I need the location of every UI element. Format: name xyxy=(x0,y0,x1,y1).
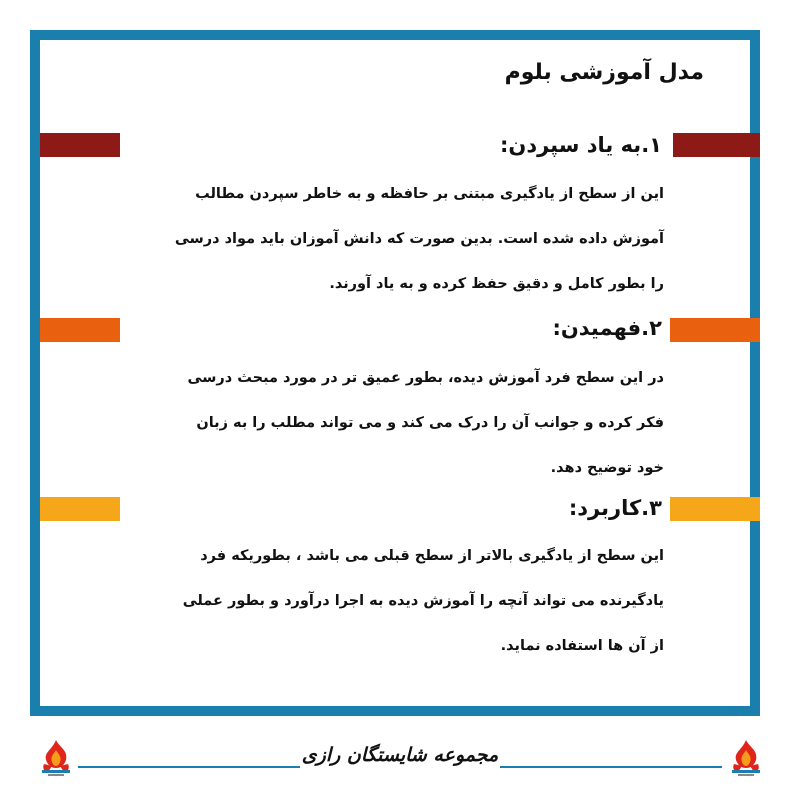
section-1-line: آموزش داده شده است. بدین صورت که دانش آموزان باید مواد درسی xyxy=(174,231,664,247)
section-1-line: را بطور کامل و دقیق حفظ کرده و به یاد آورند. xyxy=(329,276,664,292)
flame-logo-icon xyxy=(38,738,74,778)
flame-logo-icon xyxy=(728,738,764,778)
section-3-heading: ۳.کاربرد: xyxy=(568,496,662,520)
section-2-line: در این سطح فرد آموزش دیده، بطور عمیق تر در مورد مبحث درسی xyxy=(187,370,664,386)
section-1-left-bar xyxy=(40,133,120,157)
section-3-left-bar xyxy=(40,497,120,521)
section-3-line: این سطح از یادگیری بالاتر از سطح قبلی می باشد ، بطوریکه فرد xyxy=(200,548,664,564)
section-1-line: این از سطح از یادگیری مبتنی بر حافظه و به خاطر سپردن مطالب xyxy=(195,186,664,202)
section-3-right-bar xyxy=(670,497,760,521)
section-2-right-bar xyxy=(670,318,760,342)
section-1-body xyxy=(124,172,664,307)
section-2-heading: ۲.فهمیدن: xyxy=(552,316,662,340)
section-2-line: خود توضیح دهد. xyxy=(550,460,664,476)
section-1-right-bar xyxy=(673,133,760,157)
footer-divider-right xyxy=(500,766,722,768)
section-2-line: فکر کرده و جوانب آن را درک می کند و می تواند مطلب را به زبان xyxy=(196,415,664,431)
section-1-heading: ۱.به یاد سپردن: xyxy=(500,133,662,157)
section-3-line: یادگیرنده می تواند آنچه را آموزش دیده به اجرا درآورد و بطور عملی xyxy=(182,593,664,609)
section-3-line: از آن ها استفاده نماید. xyxy=(500,638,664,654)
section-3-body xyxy=(124,534,664,669)
page-title: مدل آموزشی بلوم xyxy=(504,60,704,85)
section-2-body xyxy=(124,356,664,491)
footer-divider-left xyxy=(78,766,300,768)
footer-brand: مجموعه شایستگان رازی xyxy=(301,744,499,766)
section-2-left-bar xyxy=(40,318,120,342)
